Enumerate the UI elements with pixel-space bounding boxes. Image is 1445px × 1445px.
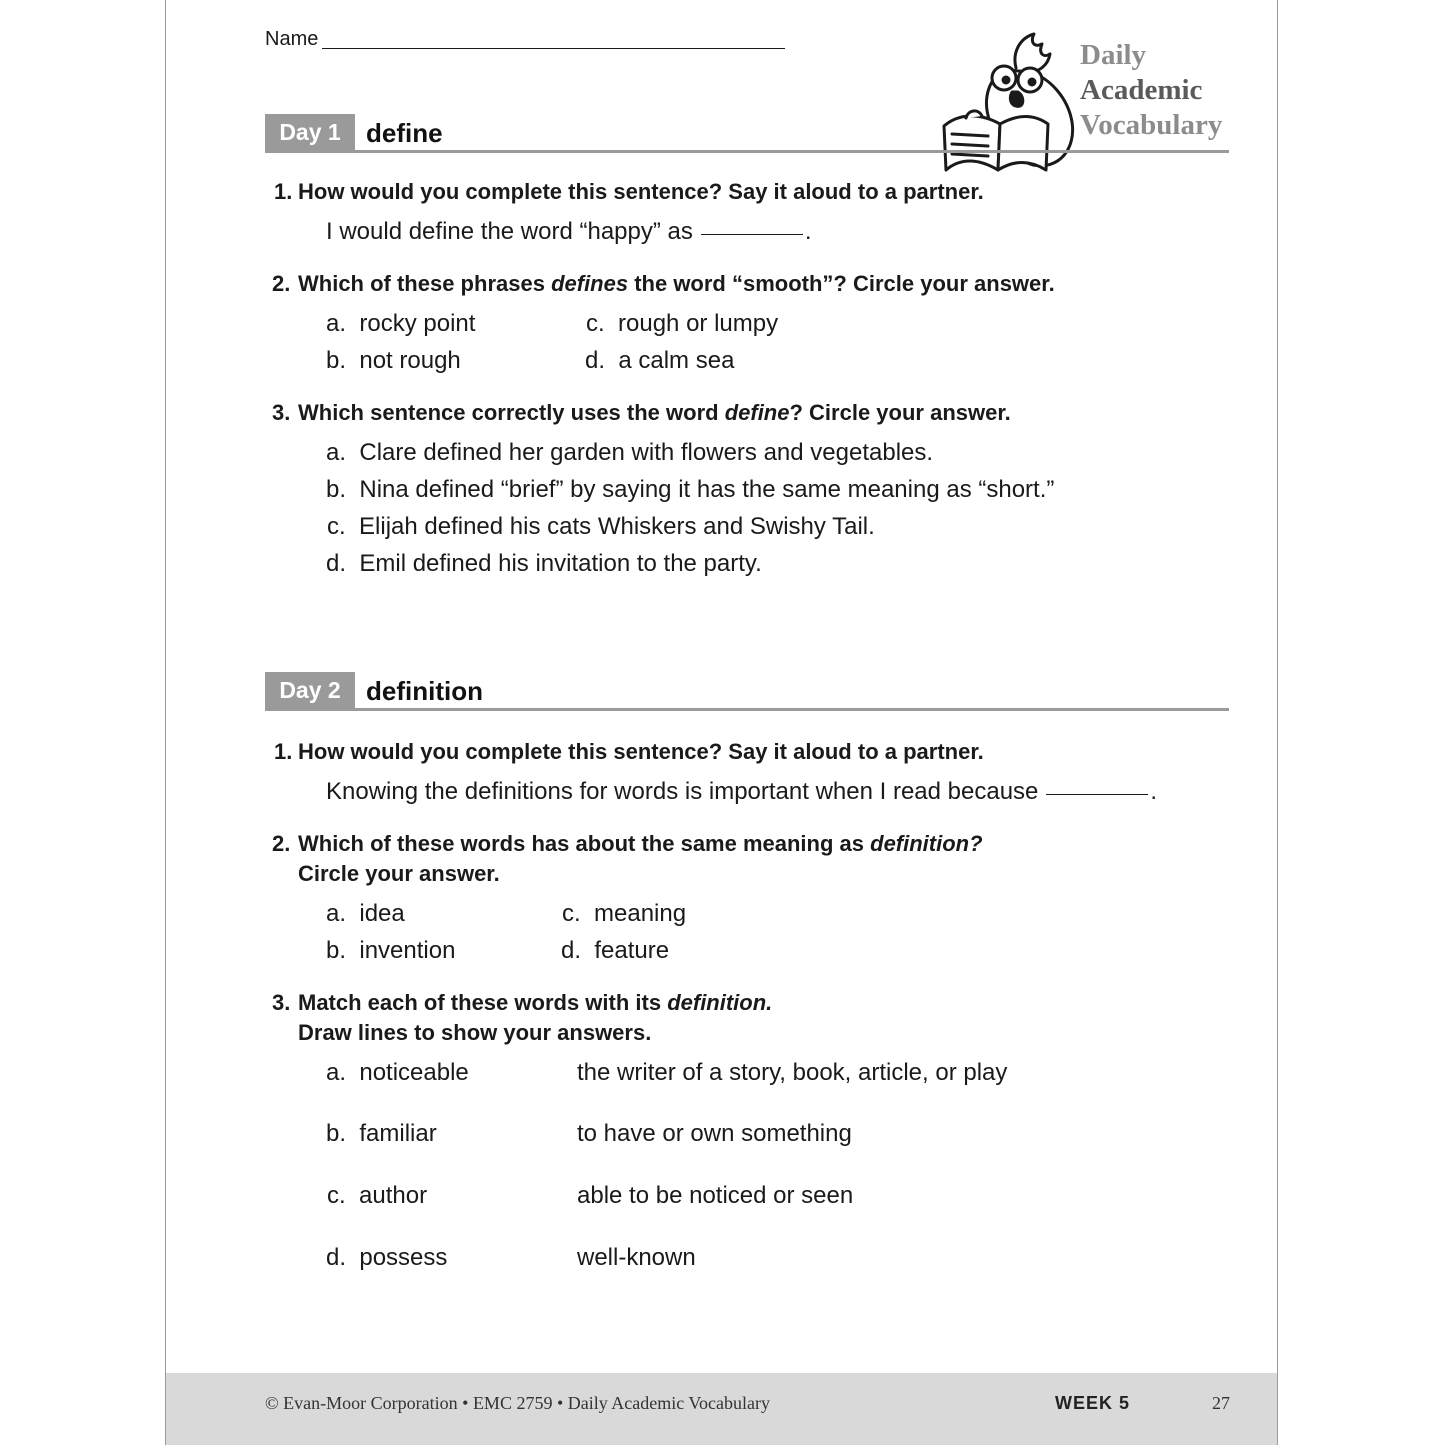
footer-week: WEEK 5	[1055, 1393, 1131, 1413]
day1-q2-option-b[interactable]: b. not rough	[326, 347, 461, 374]
day2-q3-text-line2: Draw lines to show your answers.	[298, 1020, 652, 1045]
day-1-tag: Day 1	[265, 114, 355, 150]
day1-q3-option-d[interactable]: d. Emil defined his invitation to the party.	[326, 550, 762, 577]
owl-reading-book-icon	[938, 30, 1078, 175]
day1-q2-number: 2.	[272, 271, 291, 296]
worksheet-page	[165, 0, 1278, 1445]
day1-q3-option-b[interactable]: b. Nina defined “brief” by saying it has the same meaning as “short.”	[326, 476, 1055, 503]
match-word-b[interactable]: b. familiar	[326, 1120, 437, 1147]
match-word-a[interactable]: a. noticeable	[326, 1059, 469, 1086]
day1-q1-number: 1.	[274, 179, 293, 204]
day2-q2-text-line2: Circle your answer.	[298, 861, 500, 886]
day2-q2-option-d[interactable]: d. feature	[561, 937, 670, 964]
day2-q1-sentence: Knowing the definitions for words is important when I read because .	[326, 778, 1158, 805]
day1-q3-text: Which sentence correctly uses the word define? Circle your answer.	[298, 400, 1011, 425]
day1-q3-option-a[interactable]: a. Clare defined her garden with flowers and vegetables.	[326, 439, 934, 466]
day1-q2-option-c[interactable]: c. rough or lumpy	[586, 310, 779, 337]
day-2-header	[265, 672, 1229, 711]
day-2-word: definition	[366, 676, 483, 706]
match-definition-1[interactable]: the writer of a story, book, article, or play	[577, 1059, 1008, 1086]
day-2-tag: Day 2	[265, 672, 355, 708]
match-definition-3[interactable]: able to be noticed or seen	[577, 1182, 854, 1209]
match-word-c[interactable]: c. author	[327, 1182, 428, 1209]
day1-q3-number: 3.	[272, 400, 291, 425]
day2-q2-option-c[interactable]: c. meaning	[562, 900, 687, 927]
footer-copyright: © Evan-Moor Corporation • EMC 2759 • Daily Academic Vocabulary	[265, 1393, 771, 1413]
day2-q2-number: 2.	[272, 831, 291, 856]
day2-q2-option-b[interactable]: b. invention	[326, 937, 456, 964]
answer-blank[interactable]	[701, 234, 803, 235]
page-number: 27	[1212, 1393, 1230, 1413]
day1-q3-option-c[interactable]: c. Elijah defined his cats Whiskers and Swishy Tail.	[327, 513, 875, 540]
daily-academic-vocabulary-logo: Daily Academic Vocabulary	[1080, 39, 1223, 141]
match-definition-2[interactable]: to have or own something	[577, 1120, 852, 1147]
day1-q1-text: How would you complete this sentence? Say it aloud to a partner.	[298, 179, 984, 204]
day1-q1-sentence: I would define the word “happy” as .	[326, 218, 812, 245]
day2-q2-option-a[interactable]: a. idea	[326, 900, 405, 927]
day1-q2-option-d[interactable]: d. a calm sea	[585, 347, 735, 374]
day1-q2-option-a[interactable]: a. rocky point	[326, 310, 476, 337]
day2-q3-text: Match each of these words with its definition.	[298, 990, 773, 1015]
day2-q1-number: 1.	[274, 739, 293, 764]
day-1-header	[265, 114, 1229, 153]
day2-q1-text: How would you complete this sentence? Say it aloud to a partner.	[298, 739, 984, 764]
day1-q2-text: Which of these phrases defines the word “smooth”? Circle your answer.	[298, 271, 1055, 296]
day2-q3-number: 3.	[272, 990, 291, 1015]
name-input-line[interactable]	[322, 48, 785, 49]
match-definition-4[interactable]: well-known	[577, 1244, 696, 1271]
day-1-word: define	[366, 118, 443, 148]
answer-blank[interactable]	[1046, 794, 1148, 795]
day2-q2-text: Which of these words has about the same meaning as definition?	[298, 831, 983, 856]
match-word-d[interactable]: d. possess	[326, 1244, 448, 1271]
name-label: Name	[265, 28, 319, 50]
